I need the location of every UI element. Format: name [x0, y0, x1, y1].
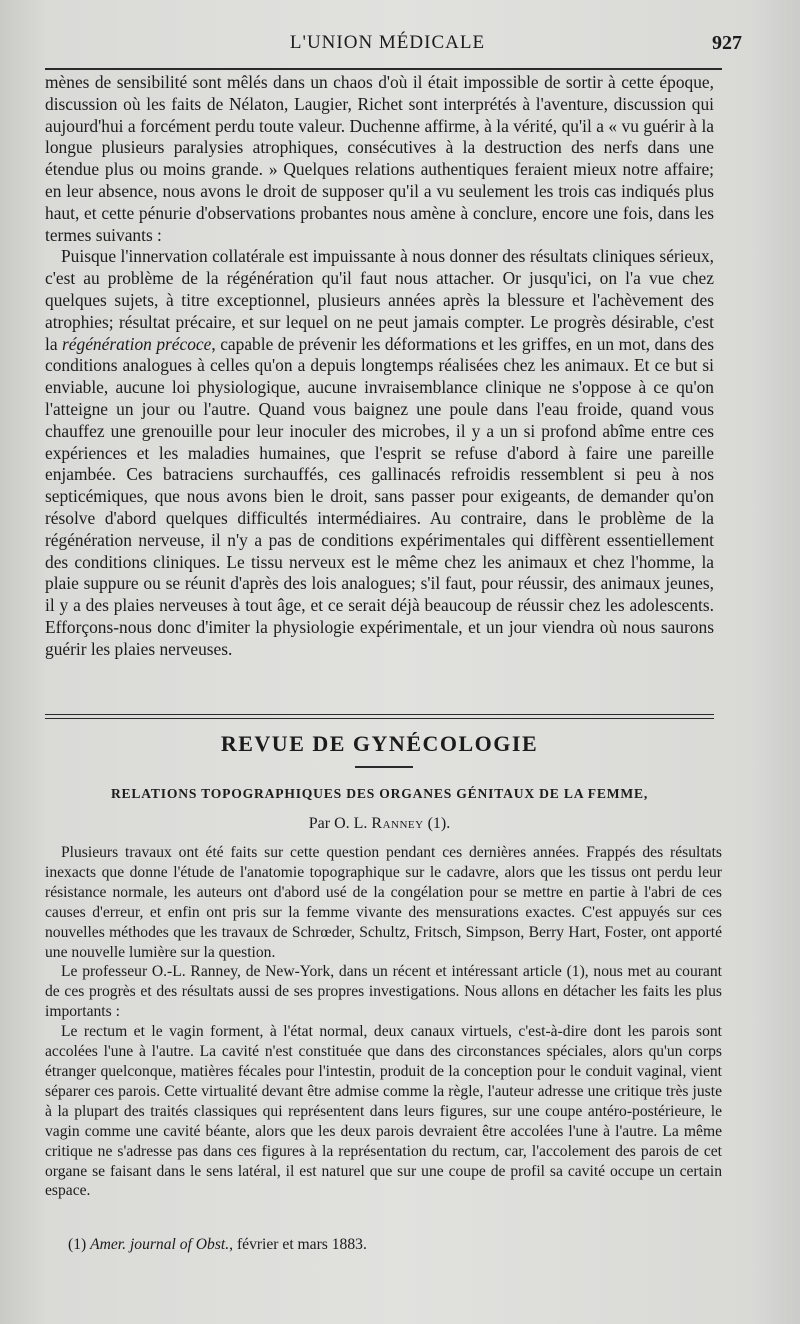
section-divider	[45, 718, 714, 719]
article-paragraph: Le rectum et le vagin forment, à l'état normal, deux canaux virtuels, c'est-à-dire dont les parois sont accolées l'une à l'autre. La cavité n'est constituée que dans des circonstances spéciales, alors qu'un corps étranger quelconque, matières fécales pour l'intestin, produit de la conception pour le conduit vaginal, vient séparer ces parois. Cette virtualité devant être admise comme la règle, l'auteur adresse une critique très juste à la plupart des traités classiques qui représentent dans leurs figures, sur une coupe antéro-postérieure, le vagin comme une cavité béante, alors que les deux parois devraient être accolées l'une à l'autre. La même critique ne s'adresse pas dans ces figures à la représentation du rectum, car, l'accolement des parois de cet organe se faisant dans le sens latéral, il est naturel que sur une coupe de profil sa cavité occupe un certain espace.	[45, 1023, 722, 1200]
main-text	[45, 72, 714, 661]
emphasis-text: régénération précoce	[62, 333, 212, 354]
byline-prefix: Par O. L.	[308, 815, 372, 832]
article-paragraph: Plusieurs travaux ont été faits sur cette question pendant ces dernières années. Frappés des résultats inexacts que donne l'étude de l'anatomie topographique sur le cadavre, alors que les tissus ont perdu leur résistance normale, les auteurs ont d'abord usé de la congélation pour se mettre en partie à l'abri de ces causes d'erreur, et enfin ont pris sur la femme vivante des mensurations exactes. C'est appuyés sur ces nouvelles méthodes que les travaux de Schrœder, Schultz, Fritsch, Simpson, Berry Hart, Foster, ont apporté une nouvelle lumière sur la question.	[45, 844, 722, 961]
footnote-date: , février et mars 1883.	[229, 1236, 367, 1253]
running-title: L'UNION MÉDICALE	[289, 32, 486, 53]
header-rule	[45, 68, 722, 70]
page-header	[45, 30, 742, 64]
footnote-number: (1)	[68, 1236, 91, 1253]
section-divider	[45, 714, 714, 715]
paragraph-continuation: mènes de sensibilité sont mêlés dans un chaos d'où il était impossible de sortir à cette époque, discussion où les faits de Nélaton, Laugier, Richet sont interprétés à l'aventure, discussion qui aujourd'hui a forcément perdu toute valeur. Duchenne affirme, à la vérité, qu'il a « vu guérir à la longue plusieurs paralysies atrophiques, consécutives à la destruction des nerfs dans une étendue plus ou moins grande. » Quelques relations authentiques feraient mieux notre affaire; en leur absence, nous avons le droit de supposer qu'il a vu seulement les trois cas indiqués plus haut, et cette pénurie d'observations probantes nous amène à conclure, encore une fois, dans les termes suivants :	[45, 72, 714, 245]
article-text	[45, 843, 722, 1201]
footnote	[68, 1236, 367, 1254]
page-number: 927	[712, 32, 742, 54]
byline-author: Ranney	[371, 815, 424, 832]
article-paragraph: Le professeur O.-L. Ranney, de New-York, dans un récent et intéressant article (1), nous met au courant de ces progrès et des résultats aussi de ses propres investigations. Nous allons en détacher les faits les plus importants :	[45, 963, 722, 1021]
footnote-journal: Amer. journal of Obst.	[90, 1236, 230, 1253]
paragraph-regeneration	[45, 246, 714, 660]
title-rule	[355, 766, 413, 768]
byline-suffix: (1).	[423, 815, 451, 832]
paragraph-text: , capable de prévenir les déformations et les griffes, en un mot, dans des conditions analogues à celles qu'on a depuis longtemps réalisées chez les animaux. Et ce but si enviable, aucune loi physiologique, aucune invraisemblance clinique ne s'oppose à ce qu'on l'atteigne un jour ou l'autre. Quand vous baignez une poule dans l'eau froide, quand vous chauffez une grenouille pour leur inoculer des microbes, il y a un si profond abîme entre ces expériences et les maladies humaines, que l'esprit se refuse d'abord à faire une pareille enjambée. Ces batraciens surchauffés, ces gallinacés refroidis ressemblent si peu à nos septicémiques, que nous avons bien le droit, sans passer pour exigeants, de demander qu'on résolve d'abord quelques difficultés intermédiaires. Au contraire, dans le problème de la régénération nerveuse, il n'y a pas de conditions expérimentales qui diffèrent essentiellement des conditions cliniques. Le tissu nerveux est le même chez les animaux et chez l'homme, la plaie suppure ou se réunit d'après des lois analogues; s'il faut, pour réussir, des animaux jeunes, il y a des plaies nerveuses à tout âge, et ce serait déjà beaucoup de réussir chez les adolescents. Efforçons-nous donc d'imiter la physiologie expérimentale, et un jour viendra où nous saurons guérir les plaies nerveuses.	[45, 333, 714, 659]
paragraph-text: Puisque l'innervation collatérale est impuissante à nous donner des résultats cliniques sérieux, c'est au problème de la régénération qu'il faut nous attacher. Or jusqu'ici, on l'a vue chez quelques sujets, à titre exceptionnel, plusieurs années après la blessure et l'achèvement des atrophies; résultat précaire, et sur lequel on ne peut jamais compter. Le progrès désirable, c'est la	[45, 246, 714, 354]
byline	[45, 815, 714, 833]
section-title: REVUE DE GYNÉCOLOGIE	[220, 731, 539, 756]
article-title: RELATIONS TOPOGRAPHIQUES DES ORGANES GÉNITAUX DE LA FEMME,	[110, 786, 649, 801]
